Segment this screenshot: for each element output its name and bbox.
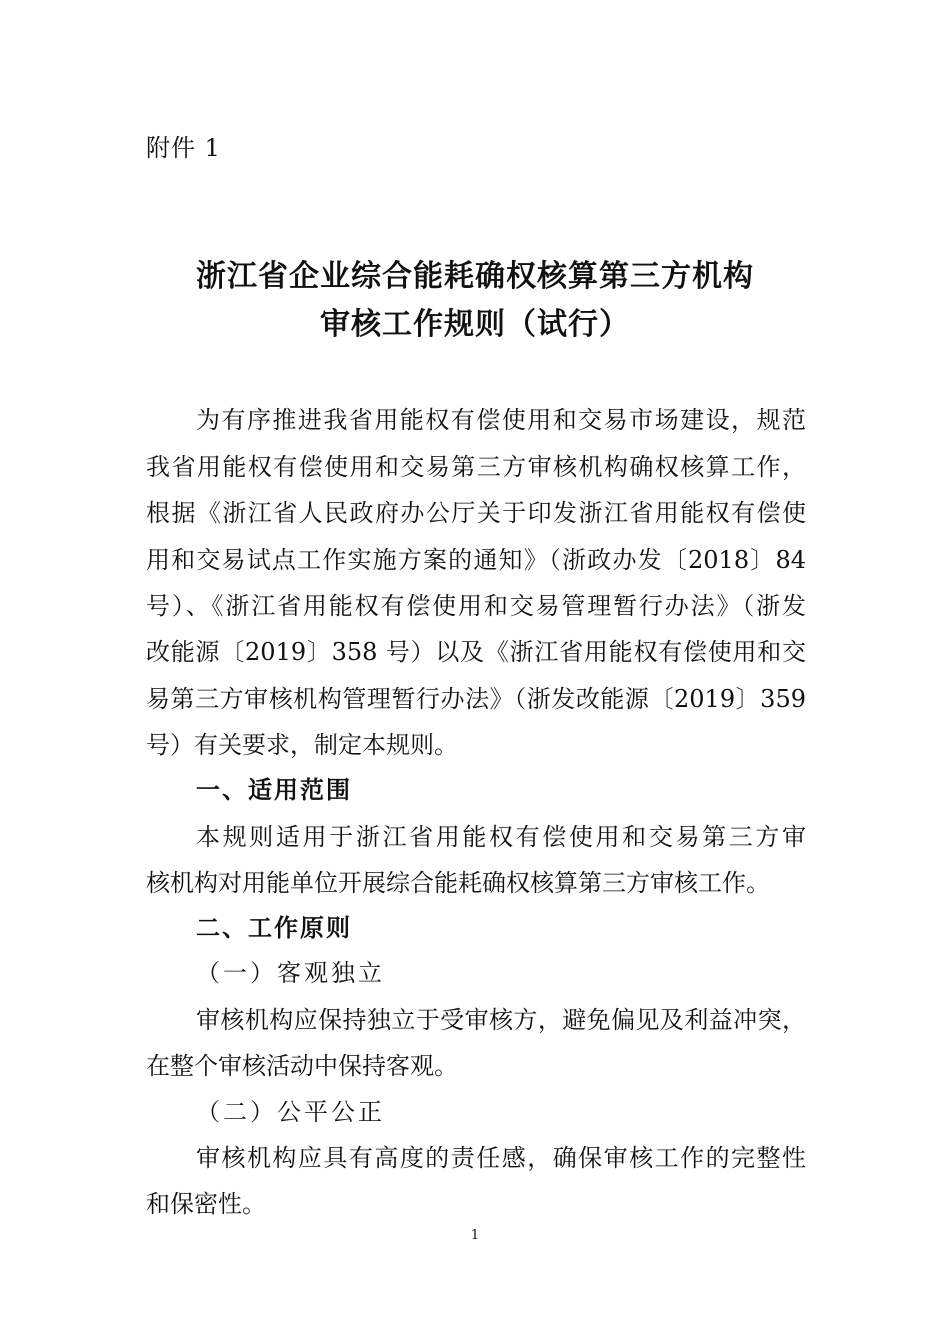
intro-line: 易第三方审核机构管理暂行办法》（浙发改能源〔2019〕359 — [146, 685, 806, 713]
intro-line: 改能源〔2019〕358 号）以及《浙江省用能权有偿使用和交 — [146, 638, 806, 666]
section-heading-scope: 一、适用范围 — [196, 776, 352, 804]
page-number: 1 — [470, 1228, 480, 1243]
subsection-heading-fairness: （二）公平公正 — [196, 1098, 385, 1126]
fairness-line: 审核机构应具有高度的责任感，确保审核工作的完整性 — [196, 1144, 806, 1172]
document-title-line-1: 浙江省企业综合能耗确权核算第三方机构 — [196, 259, 754, 294]
intro-line: 用和交易试点工作实施方案的通知》（浙政办发〔2018〕84 — [146, 546, 806, 574]
intro-line: 根据《浙江省人民政府办公厅关于印发浙江省用能权有偿使 — [146, 499, 806, 527]
intro-line: 我省用能权有偿使用和交易第三方审核机构确权核算工作， — [146, 453, 806, 481]
intro-line: 号）、《浙江省用能权有偿使用和交易管理暂行办法》（浙发 — [146, 592, 806, 620]
scope-line: 核机构对用能单位开展综合能耗确权核算第三方审核工作。 — [146, 869, 770, 897]
subsection-heading-independence: （一）客观独立 — [196, 959, 385, 987]
fairness-line: 和保密性。 — [146, 1190, 266, 1218]
intro-line: 号）有关要求，制定本规则。 — [146, 731, 458, 759]
document-title-line-2: 审核工作规则（试行） — [320, 307, 630, 342]
independence-line: 审核机构应保持独立于受审核方，避免偏见及利益冲突， — [196, 1006, 806, 1034]
intro-line: 为有序推进我省用能权有偿使用和交易市场建设，规范 — [196, 406, 806, 434]
section-heading-principles: 二、工作原则 — [196, 914, 352, 942]
scope-line: 本规则适用于浙江省用能权有偿使用和交易第三方审 — [196, 823, 806, 851]
independence-line: 在整个审核活动中保持客观。 — [146, 1052, 458, 1080]
attachment-label: 附件 1 — [146, 134, 221, 162]
